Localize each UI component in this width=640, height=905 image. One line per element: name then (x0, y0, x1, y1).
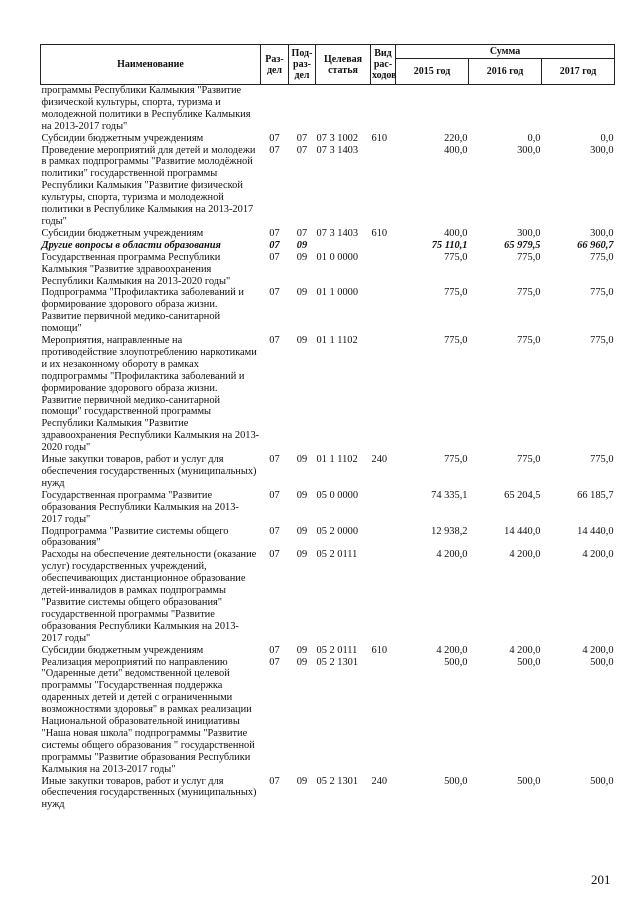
row-sum-2017: 0,0 (600, 132, 614, 144)
row-sum-2015: 4 200,0 (436, 644, 468, 656)
row-sum-2016: 300,0 (517, 227, 541, 239)
row-name: программы Республики Калмыкия "Развитие физической культуры, спорта, туризма и молодежной политики в Республике Калмыкия на 2013-2017 годы" (41, 85, 251, 132)
header-celevaya-statya: Целевая статья (316, 45, 371, 85)
row-sum-2016: 65 204,5 (504, 489, 541, 501)
row-celevaya-statya: 07 3 1002 (316, 132, 359, 144)
row-celevaya-statya (316, 240, 371, 252)
row-vid-raskhodov: 610 (371, 132, 388, 144)
row-sum-2015: 500,0 (444, 656, 468, 668)
row-name: Субсидии бюджетным учреждениям (41, 132, 204, 144)
row-podrazdel: 09 (296, 775, 308, 787)
row-podrazdel: 07 (296, 132, 308, 144)
row-sum-2016: 0,0 (527, 132, 541, 144)
table-row (41, 145, 615, 228)
row-celevaya-statya: 01 1 0000 (316, 287, 359, 299)
row-podrazdel: 09 (296, 239, 308, 251)
table-body (41, 85, 615, 812)
row-vid-raskhodov (371, 549, 396, 644)
row-name: Расходы на обеспечение деятельности (оказание услуг) государственных учреждений, обеспечивающих дистанционное образование детей-инвалидов в рамках подпрограммы "Развитие системы общего образования" государственной программы "Развитие образования Республики Калмыкия на 2013-2017 годы" (41, 549, 257, 644)
row-sum-2017: 14 440,0 (577, 525, 614, 537)
table-row (41, 490, 615, 526)
row-razdel: 07 (269, 251, 280, 263)
row-sum-2016: 4 200,0 (509, 644, 541, 656)
table-row (41, 228, 615, 240)
row-sum-2015: 500,0 (444, 775, 468, 787)
row-sum-2016: 4 200,0 (509, 549, 541, 561)
row-razdel: 07 (269, 132, 280, 144)
row-celevaya-statya (316, 85, 371, 133)
row-sum-2015: 775,0 (444, 454, 468, 466)
row-vid-raskhodov: 240 (371, 454, 388, 466)
row-sum-2015: 400,0 (444, 227, 468, 239)
row-razdel: 07 (269, 644, 280, 656)
row-name: Иные закупки товаров, работ и услуг для обеспечения государственных (муниципальных) нужд (41, 454, 257, 489)
row-vid-raskhodov (371, 145, 396, 228)
row-podrazdel: 09 (296, 454, 308, 466)
row-name: Подпрограмма "Развитие системы общего образования" (41, 525, 229, 549)
row-celevaya-statya: 05 2 0000 (316, 525, 359, 537)
row-podrazdel: 09 (296, 489, 308, 501)
header-podrazdel: Под- раз- дел (289, 45, 316, 85)
row-vid-raskhodov (371, 287, 396, 335)
row-celevaya-statya: 05 2 1301 (316, 775, 359, 787)
row-sum-2015 (396, 85, 469, 133)
row-vid-raskhodov (371, 526, 396, 550)
row-name: Субсидии бюджетным учреждениям (41, 644, 204, 656)
row-name: Иные закупки товаров, работ и услуг для обеспечения государственных (муниципальных) нужд (41, 775, 257, 811)
header-razdel: Раз- дел (261, 45, 289, 85)
page-number: 201 (591, 872, 611, 887)
row-razdel: 07 (269, 287, 280, 299)
row-sum-2016: 775,0 (517, 287, 541, 299)
row-sum-2017: 4 200,0 (582, 549, 614, 561)
row-sum-2016: 300,0 (517, 144, 541, 156)
table-row (41, 549, 615, 644)
table-header (41, 45, 615, 85)
row-sum-2016: 65 979,5 (504, 239, 541, 251)
row-razdel: 07 (269, 239, 280, 251)
row-celevaya-statya: 07 3 1403 (316, 144, 359, 156)
row-sum-2017: 66 960,7 (577, 239, 614, 251)
row-celevaya-statya: 01 1 1102 (316, 335, 358, 347)
row-sum-2017: 300,0 (590, 144, 614, 156)
row-name: Реализация мероприятий по направлению "Одаренные дети" ведомственной целевой программы "Государственная поддержка одаренных детей и детей с ограниченными возможностями здоровья" в рамках реализации Национальной образовательной инициативы "Наша новая школа" подпрограммы "Развитие системы общего образования " государственной программы "Развитие образования Республики Калмыкия на 2013-2017 годы" (41, 656, 255, 775)
row-vid-raskhodov: 610 (371, 227, 388, 239)
table-row (41, 85, 615, 133)
row-celevaya-statya: 05 2 0111 (316, 549, 358, 561)
table-row (41, 133, 615, 145)
row-vid-raskhodov (371, 490, 396, 526)
row-vid-raskhodov (371, 657, 396, 776)
budget-table (40, 44, 615, 811)
row-razdel (261, 85, 289, 133)
row-name: Государственная программа Республики Калмыкия "Развитие здравоохранения Республики Калмыкия на 2013-2020 годы" (41, 251, 231, 287)
row-sum-2015: 775,0 (444, 287, 468, 299)
row-podrazdel: 09 (296, 251, 308, 263)
row-sum-2017: 500,0 (590, 775, 614, 787)
table-row (41, 645, 615, 657)
row-sum-2017: 775,0 (590, 287, 614, 299)
table-row (41, 454, 615, 490)
row-sum-2016: 775,0 (517, 335, 541, 347)
header-year-2016: 2016 год (469, 59, 542, 85)
table-row (41, 776, 615, 812)
row-celevaya-statya: 07 3 1403 (316, 227, 359, 239)
row-sum-2015: 775,0 (444, 251, 468, 263)
table-row (41, 287, 615, 335)
row-sum-2015: 12 938,2 (431, 525, 468, 537)
row-vid-raskhodov (371, 240, 396, 252)
row-sum-2015: 75 110,1 (431, 239, 468, 251)
row-celevaya-statya: 05 2 1301 (316, 656, 359, 668)
table-row (41, 657, 615, 776)
header-year-2015: 2015 год (396, 59, 469, 85)
row-sum-2017: 775,0 (590, 454, 614, 466)
header-year-2017: 2017 год (542, 59, 615, 85)
row-razdel: 07 (269, 775, 280, 787)
row-vid-raskhodov: 610 (371, 644, 388, 656)
row-sum-2017: 4 200,0 (582, 644, 614, 656)
row-sum-2017: 300,0 (590, 227, 614, 239)
row-podrazdel: 09 (296, 525, 308, 537)
row-vid-raskhodov: 240 (371, 775, 388, 787)
row-sum-2016: 775,0 (517, 251, 541, 263)
row-sum-2015: 775,0 (444, 335, 468, 347)
row-celevaya-statya: 01 0 0000 (316, 251, 359, 263)
row-vid-raskhodov (371, 85, 396, 133)
row-name: Государственная программа "Развитие образования Республики Калмыкия на 2013-2017 годы" (41, 489, 239, 525)
row-sum-2015: 220,0 (444, 132, 468, 144)
row-sum-2017: 775,0 (590, 251, 614, 263)
row-sum-2016: 14 440,0 (504, 525, 541, 537)
row-sum-2015: 400,0 (444, 144, 468, 156)
row-celevaya-statya: 05 0 0000 (316, 489, 359, 501)
row-razdel: 07 (269, 525, 280, 537)
row-name: Субсидии бюджетным учреждениям (41, 227, 204, 239)
row-name: Проведение мероприятий для детей и молодежи в рамках подпрограммы "Развитие молодёжной политики" государственной программы Республики Калмыкия "Развитие физической культуры, спорта, туризма и молодежной политики в Республике Калмыкия на 2013-2017 годы" (41, 144, 256, 227)
table-row (41, 526, 615, 550)
row-podrazdel: 09 (296, 335, 308, 347)
row-razdel: 07 (269, 656, 280, 668)
table-row (41, 240, 615, 252)
row-name: Подпрограмма "Профилактика заболеваний и формирование здорового образа жизни. Развитие первичной медико-санитарной помощи" (41, 287, 244, 335)
row-sum-2016: 500,0 (517, 775, 541, 787)
table-row (41, 252, 615, 288)
row-sum-2017: 775,0 (590, 335, 614, 347)
row-celevaya-statya: 05 2 0111 (316, 644, 358, 656)
row-podrazdel (289, 85, 316, 133)
row-razdel: 07 (269, 144, 280, 156)
row-razdel: 07 (269, 227, 280, 239)
row-podrazdel: 09 (296, 656, 308, 668)
row-sum-2015: 74 335,1 (431, 489, 468, 501)
row-podrazdel: 07 (296, 227, 308, 239)
row-sum-2015: 4 200,0 (436, 549, 468, 561)
header-vid-raskhodov: Вид рас- ходов (371, 45, 396, 85)
row-vid-raskhodov (371, 335, 396, 454)
row-name: Другие вопросы в области образования (41, 239, 221, 251)
row-celevaya-statya: 01 1 1102 (316, 454, 358, 466)
row-podrazdel: 09 (296, 549, 308, 561)
row-sum-2017: 66 185,7 (577, 489, 614, 501)
row-razdel: 07 (269, 454, 280, 466)
header-summa: Сумма (396, 45, 615, 59)
row-sum-2016: 500,0 (517, 656, 541, 668)
row-name: Мероприятия, направленные на противодействие злоупотреблению наркотиками и их незаконному обороту в рамках подпрограммы "Профилактика заболеваний и формирование здорового образа жизни. Развитие первичной медико-санитарной помощи" государственной программы Республики Калмыкия "Развитие здравоохранения Республики Калмыкия на 2013-2020 годы" (41, 335, 260, 454)
row-podrazdel: 09 (296, 287, 308, 299)
row-sum-2016 (469, 85, 542, 133)
row-sum-2017: 500,0 (590, 656, 614, 668)
row-sum-2016: 775,0 (517, 454, 541, 466)
row-vid-raskhodov (371, 252, 396, 288)
header-name: Наименование (41, 45, 261, 85)
row-razdel: 07 (269, 335, 280, 347)
row-sum-2017 (542, 85, 615, 133)
row-razdel: 07 (269, 489, 280, 501)
row-razdel: 07 (269, 549, 280, 561)
row-podrazdel: 09 (296, 644, 308, 656)
row-podrazdel: 07 (296, 144, 308, 156)
table-row (41, 335, 615, 454)
